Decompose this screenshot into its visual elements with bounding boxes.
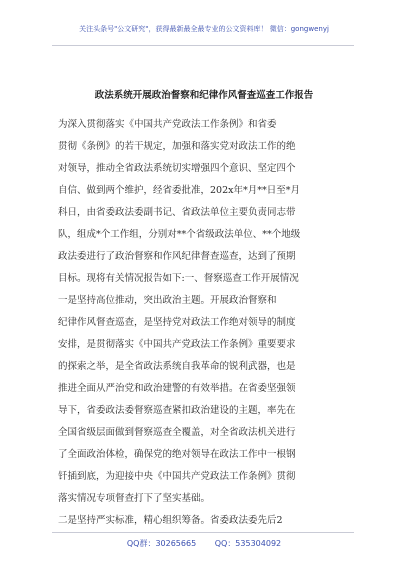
body-line: 推进全面从严治党和政治建警的有效举措。在省委坚强领 [58,383,296,394]
body-line: 科日，由省委政法委副书记、省政法单位主要负责同志带 [58,207,296,218]
body-line: 为深入贯彻落实《中国共产党政法工作条例》和省委 [58,119,277,130]
body-line: 导下，省委政法委督察巡查紧扣政治建设的主题，率先在 [58,405,296,416]
body-line: 队，组成*个工作组，分别对**个省级政法单位、**个地级 [58,229,301,240]
footer-divider [52,532,354,533]
body-line: 目标。现将有关情况报告如下:一、督察巡查工作开展情况 [58,273,299,284]
qq-group-text: QQ群：30265665 [126,539,197,548]
document-title: 政法系统开展政治督察和纪律作风督查巡查工作报告 [94,90,314,101]
document-body [58,114,350,532]
body-line: 对领导，推动全省政法系统切实增强四个意识、坚定四个 [58,163,296,174]
body-line: 的探索之举，是全省政法系统自我革命的锐利武器，也是 [58,361,296,372]
body-line: 落实情况专项督查打下了坚实基础。 [58,493,211,504]
body-line: 纪律作风督查巡查，是坚持党对政法工作绝对领导的制度 [58,317,296,328]
header-divider [52,45,354,46]
body-line: 贯彻《条例》的若干规定，加强和落实党对政法工作的绝 [58,141,296,152]
body-line: 自信、做到两个维护，经省委批准，202x年*月**日至*月 [58,185,300,196]
contact-footer [0,538,408,549]
qq-text: QQ：535304092 [214,539,282,548]
body-line: 了全面政治体检，确保党的绝对领导在政法工作中一根钢 [58,449,296,460]
body-line: 一是坚持高位推动，突出政治主题。开展政治督察和 [58,295,277,306]
body-line: 全国省级层面做到督察巡查全覆盖，对全省政法机关进行 [58,427,296,438]
body-line: 政法委进行了政治督察和作风纪律督查巡查，达到了预期 [58,251,296,262]
body-line: 二是坚持严实标准，精心组织筹备。省委政法委先后2 [58,515,283,526]
promo-header: 关注头条号"公文研究"，获得最新最全最专业的公文资料库！ 微信：gongwenyj [79,25,329,33]
body-line: 安排，是贯彻落实《中国共产党政法工作条例》重要要求 [58,339,296,350]
body-line: 钎插到底，为迎接中央《中国共产党政法工作条例》贯彻 [58,471,296,482]
